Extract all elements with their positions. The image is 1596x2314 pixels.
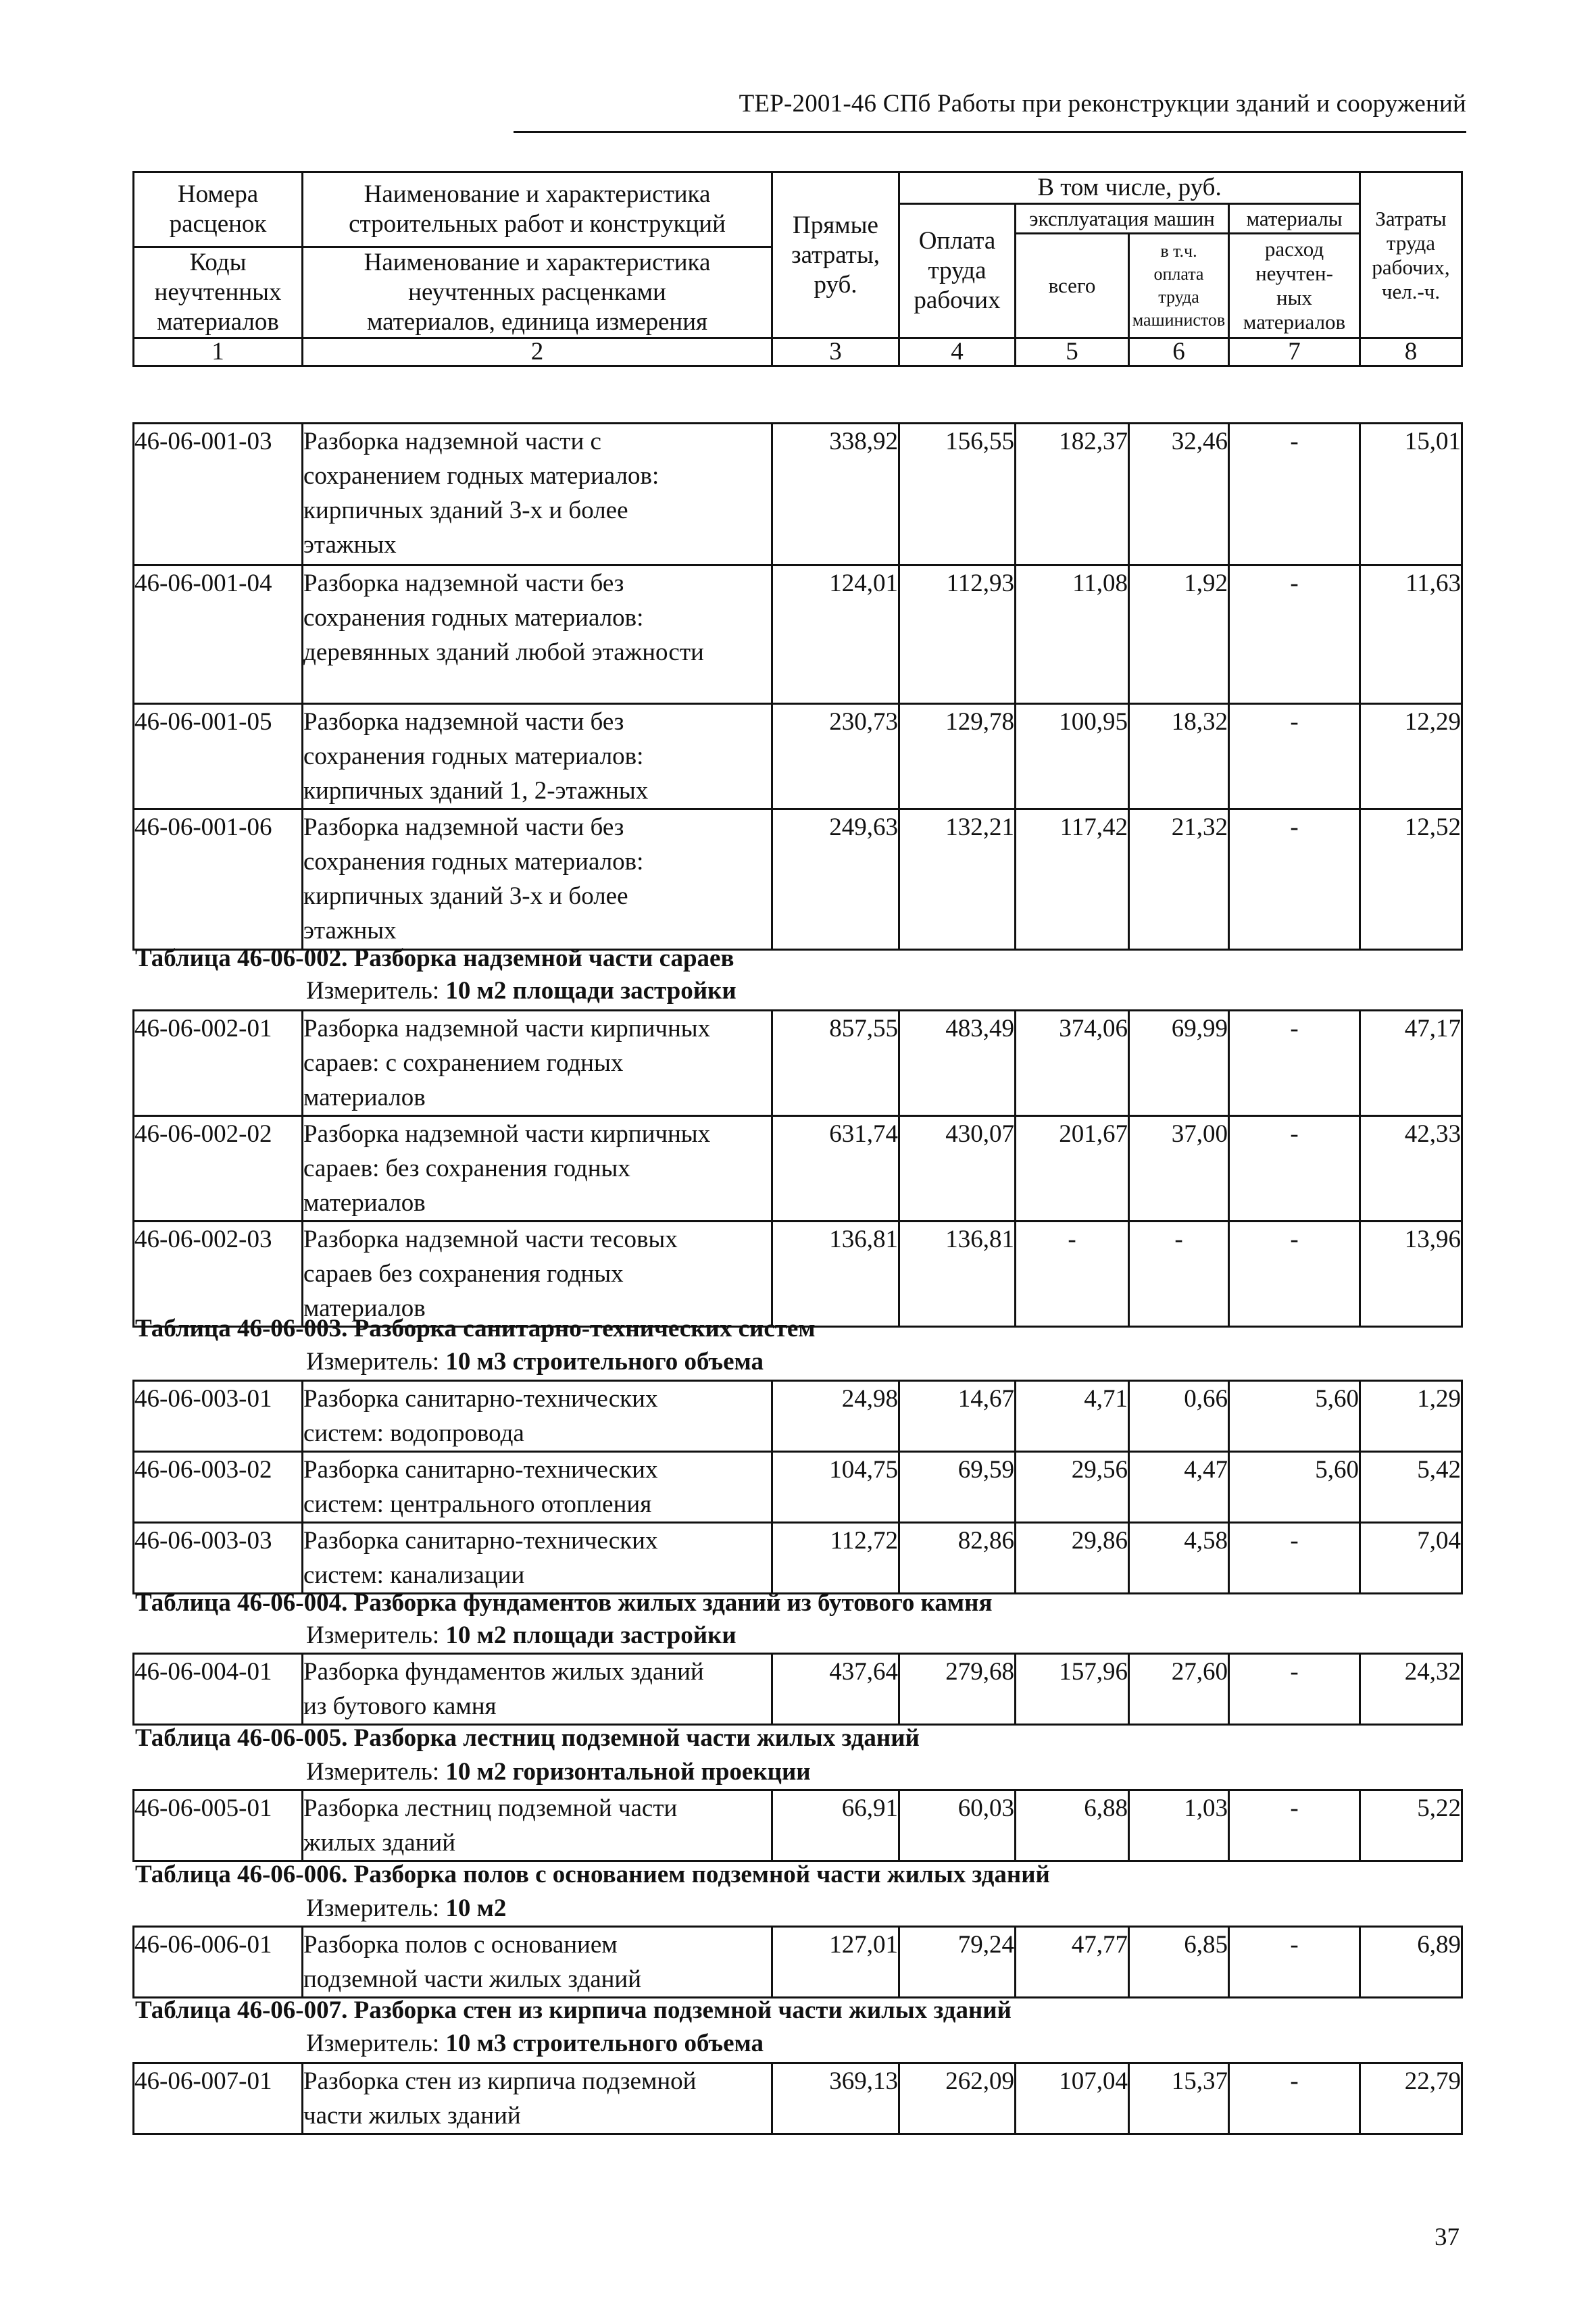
work-name: Разборка санитарно-технических систем: канализации [303,1523,772,1594]
labor-hours: 1,29 [1360,1381,1462,1452]
rates-table-004 [132,1653,1463,1726]
measurer-007: Измеритель: 10 м3 строительного объема [306,2030,764,2057]
measurer-002: Измеритель: 10 м2 площади застройки [306,977,737,1005]
machinist-pay: 0,66 [1129,1381,1229,1452]
machinist-pay: - [1129,1222,1229,1327]
rate-code: 46-06-003-03 [134,1523,303,1594]
labor-pay: 132,21 [899,809,1016,950]
machines-total: 107,04 [1016,2063,1129,2134]
machinist-pay: 18,32 [1129,704,1229,809]
machinist-pay: 6,85 [1129,1927,1229,1998]
measurer-006: Измеритель: 10 м2 [306,1894,507,1922]
header-materials: материалы [1229,204,1360,234]
labor-pay: 82,86 [899,1523,1016,1594]
table-row [134,1222,1462,1327]
rates-table-001 [132,422,1463,951]
machines-total: 157,96 [1016,1654,1129,1725]
work-name: Разборка надземной части без сохранения годных материалов: кирпичных зданий 3-х и более этажных [303,809,772,950]
header-labor-costs: Затраты труда рабочих, чел.-ч. [1360,172,1462,338]
direct-cost: 127,01 [772,1927,899,1998]
rate-code: 46-06-001-04 [134,565,303,704]
machines-total: 6,88 [1016,1790,1129,1861]
machinist-pay: 4,58 [1129,1523,1229,1594]
table-row [134,565,1462,704]
header-column-numbers: 1 2 3 4 5 6 7 8 [134,338,1462,366]
direct-cost: 249,63 [772,809,899,950]
machines-total: 29,86 [1016,1523,1129,1594]
labor-hours: 11,63 [1360,565,1462,704]
labor-pay: 136,81 [899,1222,1016,1327]
labor-hours: 13,96 [1360,1222,1462,1327]
machines-total: 11,08 [1016,565,1129,704]
labor-pay: 129,78 [899,704,1016,809]
table-row [134,1654,1462,1725]
work-name: Разборка полов с основанием подземной части жилых зданий [303,1927,772,1998]
rate-code: 46-06-001-03 [134,424,303,565]
rate-code: 46-06-002-01 [134,1011,303,1116]
rates-table-005 [132,1789,1463,1862]
table-row [134,704,1462,809]
materials-cost: - [1229,1011,1360,1116]
work-name: Разборка стен из кирпича подземной части жилых зданий [303,2063,772,2134]
table-row [134,1452,1462,1523]
rate-code: 46-06-007-01 [134,2063,303,2134]
materials-cost: - [1229,1654,1360,1725]
machines-total: - [1016,1222,1129,1327]
machinist-pay: 37,00 [1129,1116,1229,1222]
table-row [134,809,1462,950]
direct-cost: 437,64 [772,1654,899,1725]
header-machines-total: всего [1016,234,1129,338]
machines-total: 47,77 [1016,1927,1129,1998]
direct-cost: 66,91 [772,1790,899,1861]
measurer-004: Измеритель: 10 м2 площади застройки [306,1621,737,1649]
table-row [134,1790,1462,1861]
work-name: Разборка фундаментов жилых зданий из бутового камня [303,1654,772,1725]
work-name: Разборка надземной части тесовых сараев без сохранения годных материалов [303,1222,772,1327]
machinist-pay: 21,32 [1129,809,1229,950]
machinist-pay: 1,92 [1129,565,1229,704]
measurer-005: Измеритель: 10 м2 горизонтальной проекции [306,1758,811,1786]
materials-cost: - [1229,424,1360,565]
direct-cost: 230,73 [772,704,899,809]
labor-pay: 79,24 [899,1927,1016,1998]
table-title-007: Таблица 46-06-007. Разборка стен из кирпича подземной части жилых зданий [135,1996,1012,2024]
direct-cost: 338,92 [772,424,899,565]
machines-total: 117,42 [1016,809,1129,950]
rate-code: 46-06-003-01 [134,1381,303,1452]
labor-hours: 12,52 [1360,809,1462,950]
labor-hours: 42,33 [1360,1116,1462,1222]
header-including: В том числе, руб. [899,172,1360,204]
measurer-003: Измеритель: 10 м3 строительного объема [306,1348,764,1376]
work-name: Разборка надземной части кирпичных сараев: без сохранения годных материалов [303,1116,772,1222]
labor-hours: 5,42 [1360,1452,1462,1523]
labor-hours: 5,22 [1360,1790,1462,1861]
rates-table-003 [132,1380,1463,1594]
rates-table-006 [132,1926,1463,1998]
materials-cost: - [1229,1790,1360,1861]
header-direct-costs: Прямые затраты, руб. [772,172,899,338]
rate-code: 46-06-001-05 [134,704,303,809]
table-title-002: Таблица 46-06-002. Разборка надземной части сараев [135,945,734,972]
page-number: 37 [1435,2223,1460,2251]
direct-cost: 136,81 [772,1222,899,1327]
work-name: Разборка лестниц подземной части жилых зданий [303,1790,772,1861]
machines-total: 374,06 [1016,1011,1129,1116]
labor-pay: 60,03 [899,1790,1016,1861]
materials-cost: - [1229,1116,1360,1222]
machines-total: 182,37 [1016,424,1129,565]
rate-code: 46-06-002-02 [134,1116,303,1222]
machinist-pay: 15,37 [1129,2063,1229,2134]
running-head: ТЕР-2001-46 СПб Работы при реконструкции зданий и сооружений [739,90,1466,118]
rates-table-007 [132,2062,1463,2135]
labor-hours: 6,89 [1360,1927,1462,1998]
machinist-pay: 32,46 [1129,424,1229,565]
table-row [134,1927,1462,1998]
machinist-pay: 1,03 [1129,1790,1229,1861]
work-name: Разборка санитарно-технических систем: центрального отопления [303,1452,772,1523]
labor-hours: 22,79 [1360,2063,1462,2134]
header-machines: эксплуатация машин [1016,204,1229,234]
table-row [134,424,1462,565]
materials-cost: - [1229,1222,1360,1327]
direct-cost: 124,01 [772,565,899,704]
table-title-006: Таблица 46-06-006. Разборка полов с основанием подземной части жилых зданий [135,1861,1050,1888]
labor-pay: 69,59 [899,1452,1016,1523]
header-material-consumption: расход неучтен- ных материалов [1229,234,1360,338]
labor-hours: 12,29 [1360,704,1462,809]
direct-cost: 112,72 [772,1523,899,1594]
labor-pay: 112,93 [899,565,1016,704]
materials-cost: - [1229,2063,1360,2134]
labor-pay: 483,49 [899,1011,1016,1116]
work-name: Разборка надземной части без сохранения годных материалов: кирпичных зданий 1, 2-этажных [303,704,772,809]
materials-cost: - [1229,565,1360,704]
header-labor-pay: Оплата труда рабочих [899,204,1016,338]
machines-total: 201,67 [1016,1116,1129,1222]
labor-pay: 430,07 [899,1116,1016,1222]
header-work-name: Наименование и характеристика строительных работ и конструкций [303,172,772,247]
materials-cost: - [1229,809,1360,950]
direct-cost: 24,98 [772,1381,899,1452]
work-name: Разборка надземной части без сохранения годных материалов: деревянных зданий любой этажности [303,565,772,704]
labor-pay: 156,55 [899,424,1016,565]
machinist-pay: 27,60 [1129,1654,1229,1725]
machinist-pay: 4,47 [1129,1452,1229,1523]
machines-total: 29,56 [1016,1452,1129,1523]
table-title-004: Таблица 46-06-004. Разборка фундаментов жилых зданий из бутового камня [135,1589,993,1617]
rate-code: 46-06-005-01 [134,1790,303,1861]
table-row [134,2063,1462,2134]
direct-cost: 631,74 [772,1116,899,1222]
table-row [134,1116,1462,1222]
labor-hours: 47,17 [1360,1011,1462,1116]
table-row [134,1523,1462,1594]
machines-total: 4,71 [1016,1381,1129,1452]
labor-hours: 24,32 [1360,1654,1462,1725]
header-material-names: Наименование и характеристика неучтенных расценками материалов, единица измерения [303,247,772,338]
header-rule [514,131,1466,133]
header-rate-numbers: Номера расценок [134,172,303,247]
work-name: Разборка надземной части кирпичных сараев: с сохранением годных материалов [303,1011,772,1116]
table-row [134,1011,1462,1116]
rate-code: 46-06-004-01 [134,1654,303,1725]
header-material-codes: Коды неучтенных материалов [134,247,303,338]
materials-cost: - [1229,1927,1360,1998]
machines-total: 100,95 [1016,704,1129,809]
materials-cost: 5,60 [1229,1452,1360,1523]
rates-table-002 [132,1009,1463,1328]
direct-cost: 369,13 [772,2063,899,2134]
labor-pay: 262,09 [899,2063,1016,2134]
labor-hours: 7,04 [1360,1523,1462,1594]
direct-cost: 104,75 [772,1452,899,1523]
rate-code: 46-06-001-06 [134,809,303,950]
work-name: Разборка санитарно-технических систем: водопровода [303,1381,772,1452]
labor-pay: 14,67 [899,1381,1016,1452]
header-machinist-pay: в т.ч. оплата труда машинистов [1129,234,1229,338]
table-title-005: Таблица 46-06-005. Разборка лестниц подземной части жилых зданий [135,1724,920,1752]
materials-cost: 5,60 [1229,1381,1360,1452]
labor-hours: 15,01 [1360,424,1462,565]
column-header-table [132,171,1463,367]
materials-cost: - [1229,704,1360,809]
labor-pay: 279,68 [899,1654,1016,1725]
rate-code: 46-06-002-03 [134,1222,303,1327]
rate-code: 46-06-006-01 [134,1927,303,1998]
table-title-003: Таблица 46-06-003. Разборка санитарно-технических систем [135,1315,816,1342]
rate-code: 46-06-003-02 [134,1452,303,1523]
work-name: Разборка надземной части с сохранением годных материалов: кирпичных зданий 3-х и более этажных [303,424,772,565]
direct-cost: 857,55 [772,1011,899,1116]
table-row [134,1381,1462,1452]
materials-cost: - [1229,1523,1360,1594]
machinist-pay: 69,99 [1129,1011,1229,1116]
